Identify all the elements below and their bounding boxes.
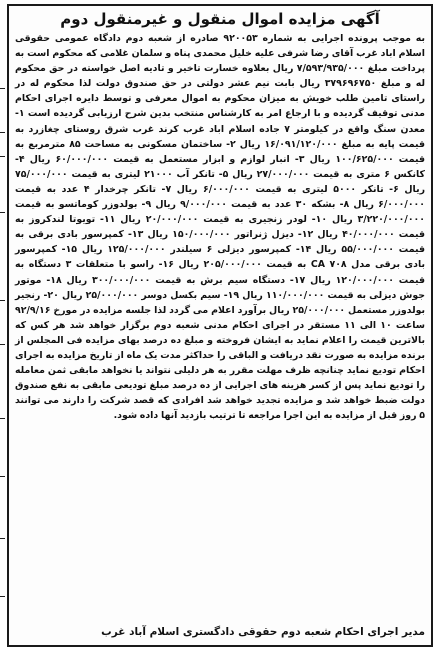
notice-signature: مدیر اجرای احکام شعبه دوم حقوقی دادگستری اسلام آباد غرب [101, 626, 425, 638]
notice-title: آگهی مزایده اموال منقول و غیرمنقول دوم [60, 10, 380, 28]
auction-notice [7, 4, 433, 647]
notice-body: به موجب پرونده اجرایی به شماره ۹۲۰۰۵۳ صادره از شعبه دوم دادگاه عمومی حقوقی اسلام اباد غرب آقای رضا شرفی علیه خلیل محمدی پناه و سلمان غلامی که محکوم است به پرداخت مبلغ ۷/۵۹۳/۹۳۵/۰۰۰ ریال بعلاوه خسارت تاخیر و تادیه اصل خواسته در حق محکوم له و مبلغ ۳۷۹۶۹۶۷۵۰ ریال بابت نیم عشر دولتی در حق صندوق دولت لذا محکوم له در راستای تامین طلب خویش به میزان محکوم به اموال معرفی و توسط دایره اجرای احکام مدنی توقیف گردیده و با ارجاع امر به کارشناس منتخب بدین شرح ارزیابی گردیده است ۱- معدن سنگ واقع در کیلومتر ۷ جاده اسلام اباد غرب کرند غرب شرق روستای چغازرد به قیمت پایه به مبلغ ۱۶/۰۹۱/۱۲۰/۰۰۰ ریال ۲- ساختمان مسکونی به مساحت ۸۵ مترمربع به قیمت ۱۰۰/۶۲۵/۰۰۰ ریال ۳- انبار لوازم و ابزار مستعمل به قیمت ۶۰/۰۰۰/۰۰۰ ریال ۴- کانکس ۶ متری به قیمت ۲۷/۰۰۰/۰۰۰ ریال ۵- تانکر آب ۲۱۰۰۰ لیتری به قیمت ۷۵/۰۰۰/۰۰۰ ریال ۶- تانکر ۵۰۰۰ لیتری به قیمت ۶/۰۰۰/۰۰۰ ریال ۷- تانکر چرخدار ۴ عدد به قیمت ۶/۰۰۰/۰۰۰ ریال ۸- بشکه ۳۰ عدد به قیمت ۹/۰۰۰/۰۰۰ ریال ۹- بولدوزر کوماتسو به قیمت ۳/۲۲۰/۰۰۰/۰۰۰ ریال ۱۰- لودر زنجیری به قیمت ۲۰/۰۰۰/۰۰۰ ریال ۱۱- تویوتا لندکروز به قیمت ۴۰/۰۰۰/۰۰۰ ریال ۱۲- دیزل ژنراتور ۱۵۰/۰۰۰/۰۰۰ ریال ۱۳- کمپرسور بادی برقی به قیمت ۵۵/۰۰۰/۰۰۰ ریال ۱۴- کمپرسور دیزلی ۶ سیلندر ۱۲۵/۰۰۰/۰۰۰ ریال ۱۵- کمپرسور بادی برقی مدل CA ۷۰۸ به قیمت ۲۰۵/۰۰۰/۰۰۰ ریال ۱۶- راسو با متعلقات ۳ دستگاه به قیمت ۱۲۰/۰۰۰/۰۰۰ ریال ۱۷- دستگاه سیم برش به قیمت ۳۰۰/۰۰۰/۰۰۰ ریال ۱۸- موتور جوش دیزلی به قیمت ۱۱۰/۰۰۰/۰۰۰ ریال ۱۹- سیم بکسل دوسر ۲۵/۰۰۰/۰۰۰ ریال ۲۰- رنجیر بولدوزر مستعمل ۲۵/۰۰۰/۰۰۰ ریال برآورد اعلام می گردد لذا جلسه مزایده در مورخ ۹۲/۹/۱۶ ساعت ۱۰ الی ۱۱ مستقر در اجرای احکام مدنی شعبه دوم برگزار خواهد شد هر کس که بالاترین قیمت را اعلام نماید به ایشان فروخته و مبلغ ده درصد بهای مزایده فی المجلس از برنده مزایده به صورت نقد دریافت و الباقی را حداکثر مدت یک ماه از تاریخ مزایده به اجرای احکام تودیع نماید چنانچه ظرف مهلت مقرر به هر دلیلی نتواند یا نخواهد مابقی ثمن معامله را تودیع نماید پس از کسر هزینه های اجرایی از ده درصد مبلغ تودیعی مابقی به نفع صندوق دولت ضبط خواهد شد و مزایده تجدید خواهد شد افرادی که قصد شرکت را دارند می توانند ۵ روز قبل از مزایده به این اجرا مراجعه تا ترتیب بازدید آنها داده شود. [15, 33, 426, 422]
adjacent-column-edge [0, 0, 6, 655]
